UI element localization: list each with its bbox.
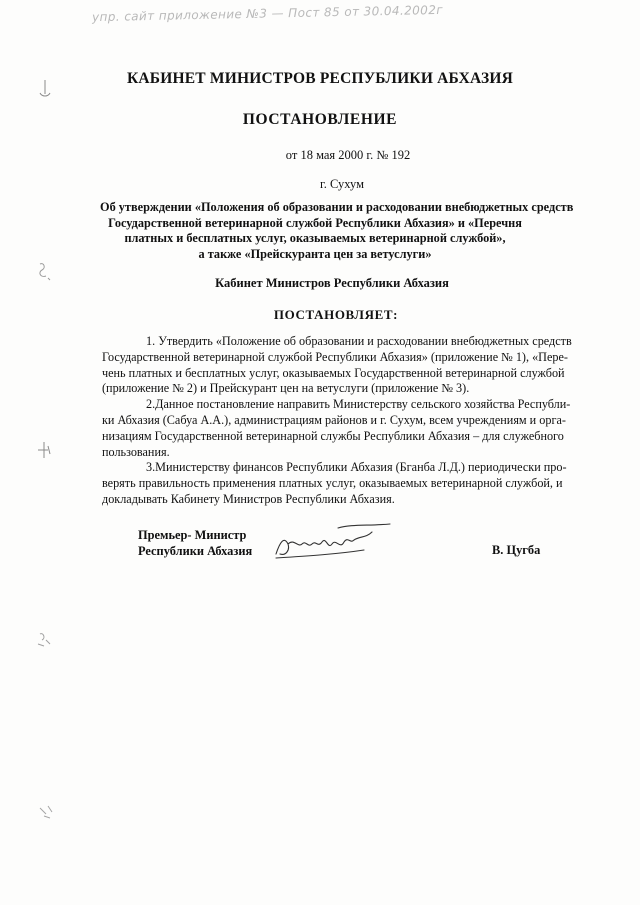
document-type: ПОСТАНОВЛЕНИЕ (242, 111, 398, 128)
document-subject (100, 200, 574, 262)
handwritten-signature (268, 514, 398, 564)
signer-name: В. Цугба (492, 543, 541, 557)
body-line: низациям Государственной ветеринарной службы Республики Абхазия – для служебного (102, 428, 564, 443)
subject-line: платных и бесплатных услуг, оказываемых ветеринарной службой», (124, 231, 506, 246)
body-line: верять правильность применения платных услуг, оказываемых ветеринарной службой, и (102, 476, 563, 491)
body-line: пользования. (102, 444, 170, 459)
decree-item-2 (102, 397, 571, 460)
city: г. Сухум (319, 177, 364, 191)
signatory-title-line: Премьер- Министр (138, 528, 247, 542)
body-line: ки Абхазия (Сабуа А.А.), администрациям районов и г. Сухум, всем учреждениям и орга- (102, 412, 566, 427)
decree-item-1 (102, 334, 572, 397)
decree-body (102, 334, 572, 508)
signatory-title-line: Республики Абхазия (138, 544, 253, 558)
binding-hole-mark (34, 440, 56, 462)
date-and-number: от 18 мая 2000 г. № 192 (285, 148, 411, 162)
signatory-title (138, 527, 252, 559)
subject-line: Государственной ветеринарной службой Республики Абхазия» и «Перечня (108, 215, 522, 230)
body-line: (приложение № 2) и Прейскурант цен на ветуслуги (приложение № 3). (102, 381, 470, 396)
handwritten-note: упр. сайт приложение №3 — Пост 85 от 30.04.2002г (91, 2, 444, 25)
authority-line: Кабинет Министров Республики Абхазия (215, 276, 449, 290)
binding-hole-mark (34, 78, 56, 100)
decree-heading: ПОСТАНОВЛЯЕТ: (273, 307, 399, 322)
binding-hole-mark (32, 260, 54, 282)
binding-hole-mark (36, 800, 58, 822)
body-line: чень платных и бесплатных услуг, оказываемых Государственной ветеринарной службой (102, 365, 565, 380)
decree-item-3 (102, 460, 567, 507)
body-line: Государственной ветеринарной службой Республики Абхазия» (приложение № 1), «Пере- (102, 349, 568, 364)
issuing-body-title: КАБИНЕТ МИНИСТРОВ РЕСПУБЛИКИ АБХАЗИЯ (126, 70, 514, 87)
body-line: докладывать Кабинету Министров Республики Абхазия. (102, 491, 395, 506)
subject-line: Об утверждении «Положения об образовании и расходовании внебюджетных средств (100, 200, 574, 214)
binding-hole-mark (34, 628, 56, 650)
body-line: 3.Министерству финансов Республики Абхазия (Бганба Л.Д.) периодически про- (146, 460, 567, 475)
body-line: 1. Утвердить «Положение об образовании и расходовании внебюджетных средств (146, 334, 572, 348)
body-line: 2.Данное постановление направить Министерству сельского хозяйства Республи- (146, 397, 571, 412)
subject-line: а также «Прейскуранта цен за ветуслуги» (198, 246, 432, 261)
